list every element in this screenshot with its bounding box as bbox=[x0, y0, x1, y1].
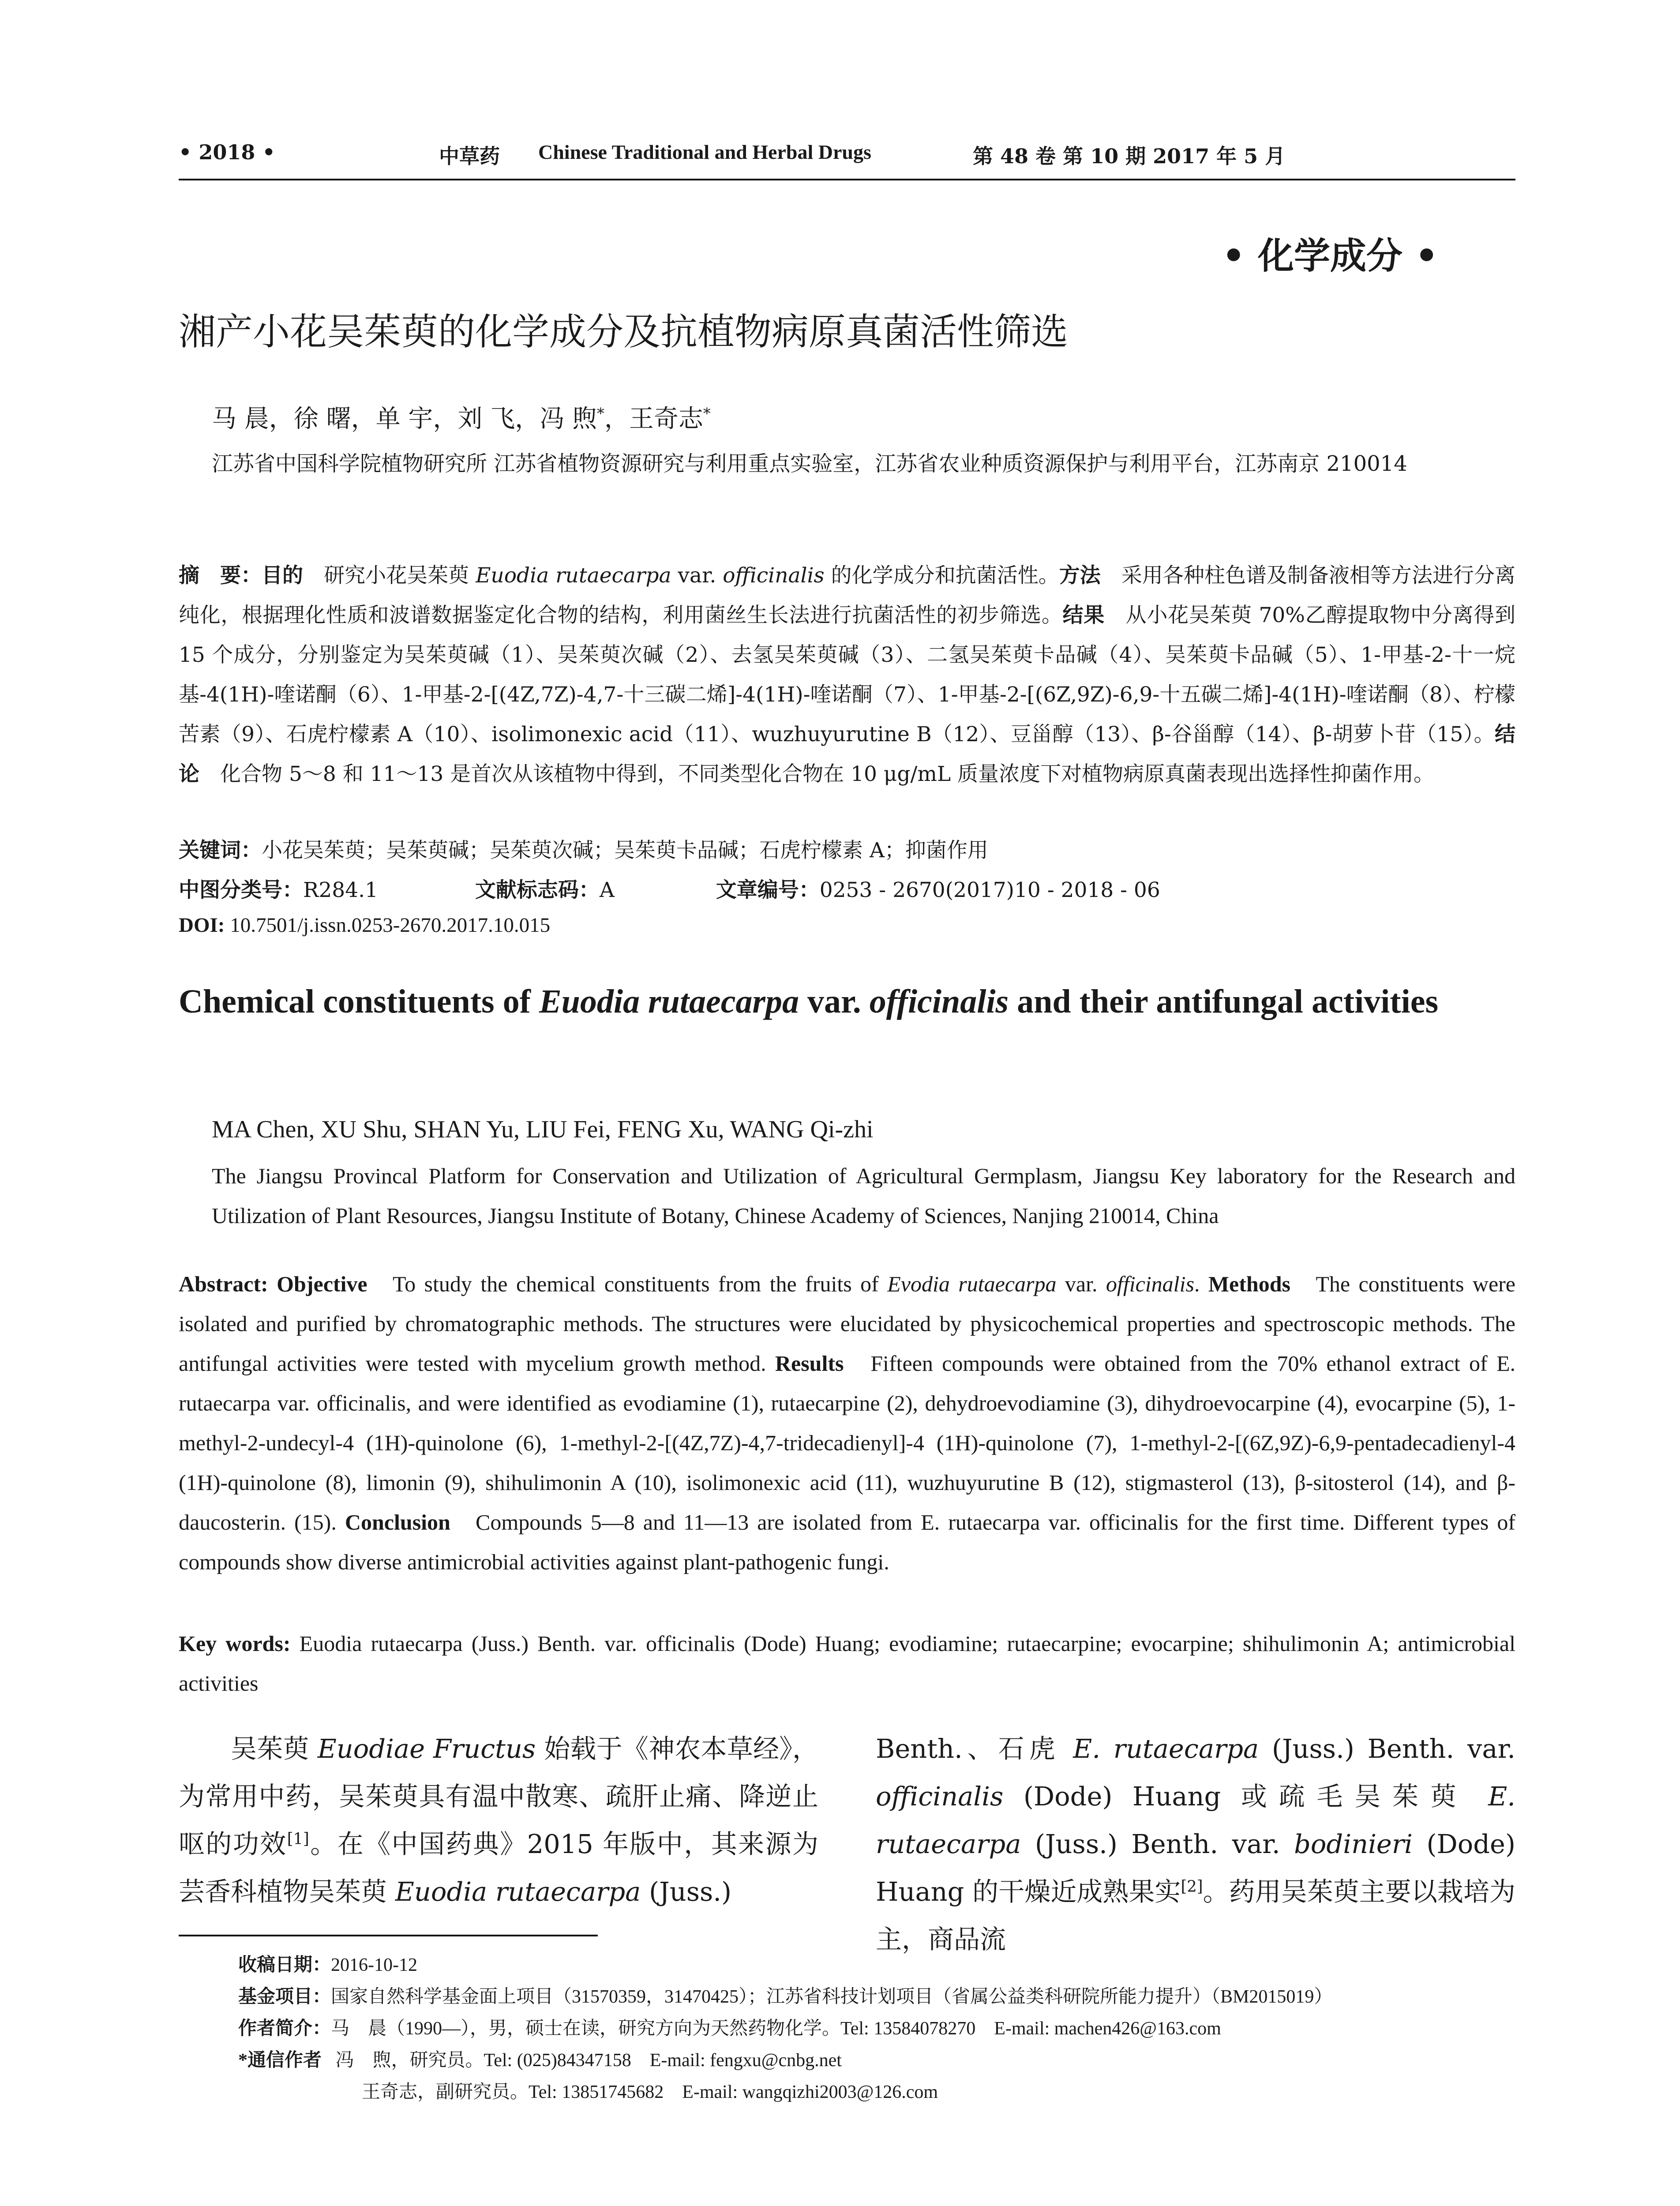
en-objective-label: Objective bbox=[277, 1272, 368, 1296]
cn-methods-label: 方法 bbox=[1059, 563, 1101, 588]
journal-name-en: Chinese Traditional and Herbal Drugs bbox=[538, 141, 871, 163]
article-no-value: 0253 - 2670(2017)10 - 2018 - 06 bbox=[819, 878, 1160, 902]
article-no-label: 文章编号： bbox=[716, 878, 820, 902]
corresponding-mark: * bbox=[597, 405, 604, 422]
doi bbox=[179, 913, 550, 937]
fund-label: 基金项目： bbox=[238, 1987, 331, 2007]
species-name: E. rutaecarpa bbox=[876, 1781, 1515, 1859]
doi-label: DOI: bbox=[179, 914, 225, 937]
cn-objective-text: 的化学成分和抗菌活性。 bbox=[824, 563, 1059, 588]
fund-value: 国家自然科学基金面上项目（31570359，31470425）；江苏省科技计划项目（省属公益类科研院所能力提升）（BM2015019） bbox=[331, 1987, 1333, 2007]
en-results-label: Results bbox=[775, 1351, 844, 1376]
body-text: (Juss.) Benth. var. bbox=[1259, 1733, 1515, 1764]
en-title-text: var. bbox=[799, 983, 870, 1020]
cn-author-names: 马 晨，徐 曙，单 宇，刘 飞，冯 煦 bbox=[212, 405, 597, 433]
species-name: Evodia rutaecarpa bbox=[887, 1272, 1057, 1296]
variety-name: officinalis bbox=[876, 1781, 1004, 1812]
cn-methods-text: 采用各种柱色谱及制备液相等方法进行分离纯化，根据理化性质和波谱数据鉴定化合物的结构，利用菌丝生长法进行抗菌活性的初步筛选。 bbox=[179, 563, 1516, 627]
variety-name: officinalis bbox=[723, 563, 825, 588]
cn-title: 湘产小花吴茱萸的化学成分及抗植物病原真菌活性筛选 bbox=[179, 310, 1069, 353]
journal-issue: 第 48 卷 第 10 期 2017 年 5 月 bbox=[973, 144, 1286, 168]
cn-objective-text: var. bbox=[671, 563, 723, 588]
latin-name: Euodiae Fructus bbox=[317, 1733, 536, 1764]
species-name: Euodia rutaecarpa bbox=[395, 1876, 641, 1907]
footnote-rule bbox=[179, 1935, 598, 1936]
received-value: 2016-10-12 bbox=[331, 1955, 417, 1975]
en-objective-text: . bbox=[1194, 1272, 1200, 1296]
journal-name-cn: 中草药 bbox=[439, 144, 500, 168]
author-value: 马 晨（1990—），男，硕士在读，研究方向为天然药物化学。Tel: 13584078270 E-mail: machen426@163.com bbox=[331, 2018, 1221, 2039]
body-text: (Juss.) bbox=[641, 1876, 732, 1907]
en-authors: MA Chen, XU Shu, SHAN Yu, LIU Fei, FENG Xu, WANG Qi-zhi bbox=[212, 1116, 874, 1143]
cn-keywords bbox=[179, 834, 988, 863]
cn-abstract-label: 摘 要： bbox=[179, 563, 262, 588]
en-keywords bbox=[179, 1624, 1515, 1703]
en-title-text: Chemical constituents of bbox=[179, 983, 539, 1020]
footnote-author bbox=[238, 2014, 1221, 2040]
cn-affiliation: 江苏省中国科学院植物研究所 江苏省植物资源研究与利用重点实验室，江苏省农业种质资源保护与利用平台，江苏南京 210014 bbox=[212, 451, 1407, 476]
footnote-fund bbox=[238, 1982, 1332, 2008]
variety-name: officinalis bbox=[1106, 1272, 1194, 1296]
footnote-corresponding-2 bbox=[362, 2077, 938, 2104]
corresponding-value-2: 王奇志，副研究员。Tel: 13851745682 E-mail: wangqizhi2003@126.com bbox=[362, 2082, 938, 2102]
body-column-left bbox=[179, 1725, 818, 1916]
en-conclusion-text: Compounds 5—8 and 11—13 are isolated from E. rutaecarpa var. officinalis for the first time. Different types of compounds show diverse antimicrobial activities against plant-pathogenic fungi. bbox=[179, 1510, 1516, 1574]
body-text: 。在《中国药典》2015 年版中，其来源为芸香科植物吴茱萸 bbox=[179, 1829, 818, 1907]
en-abstract-label: Abstract: bbox=[179, 1272, 268, 1296]
doc-code-label: 文献标志码： bbox=[475, 878, 600, 902]
cn-author-last: 王奇志 bbox=[629, 405, 703, 433]
body-column-right bbox=[876, 1725, 1515, 1963]
citation-link[interactable]: [1] bbox=[287, 1830, 309, 1848]
variety-name: bodinieri bbox=[1294, 1829, 1413, 1859]
en-affiliation: The Jiangsu Provincal Platform for Conservation and Utilization of Agricultural Germplasm, Jiangsu Key laboratory for the Research and Utilization of Plant Resources, Jiangsu Institute of Botany, Chinese Academy of Sciences, Nanjing 210014, China bbox=[212, 1163, 1515, 1228]
doc-code-value: A bbox=[599, 878, 615, 902]
cn-authors bbox=[212, 399, 711, 435]
en-objective-text: To study the chemical constituents from the fruits of bbox=[393, 1272, 888, 1296]
cn-conclusion-text: 化合物 5～8 和 11～13 是首次从该植物中得到，不同类型化合物在 10 μg/mL 质量浓度下对植物病原真菌表现出选择性抑菌作用。 bbox=[220, 762, 1435, 786]
en-abstract bbox=[179, 1264, 1515, 1582]
cn-objective-text: 研究小花吴茱萸 bbox=[324, 563, 476, 588]
en-keywords-text: Euodia rutaecarpa (Juss.) Benth. var. officinalis (Dode) Huang; evodiamine; rutaecarpine; evocarpine; shihulimonin A; antimicrobial activities bbox=[179, 1631, 1516, 1696]
citation-link[interactable]: [2] bbox=[1181, 1877, 1203, 1896]
received-label: 收稿日期： bbox=[238, 1955, 331, 1975]
body-text: (Dode) Huang 的干燥近成熟果实 bbox=[876, 1829, 1515, 1907]
clc-value: R284.1 bbox=[303, 878, 378, 902]
species-name: E. rutaecarpa bbox=[1073, 1733, 1259, 1764]
cn-objective-label: 目的 bbox=[262, 563, 304, 588]
body-text: 。药用吴茱萸主要以栽培为主，商品流 bbox=[876, 1876, 1515, 1955]
corresponding-mark: * bbox=[703, 405, 711, 422]
cn-classification bbox=[179, 874, 1160, 903]
en-methods-label: Methods bbox=[1208, 1272, 1290, 1296]
corresponding-label: *通信作者 bbox=[238, 2050, 322, 2071]
footnote-received bbox=[238, 1950, 417, 1977]
cn-abstract bbox=[179, 556, 1515, 794]
cn-results-label: 结果 bbox=[1062, 603, 1105, 627]
author-label: 作者简介： bbox=[238, 2018, 331, 2039]
cn-conclusion-label: 结论 bbox=[179, 722, 1515, 786]
footnote-corresponding bbox=[238, 2045, 842, 2072]
en-title bbox=[179, 975, 1524, 1028]
section-tag: • 化学成分 • bbox=[1222, 235, 1438, 277]
journal-header bbox=[179, 140, 1502, 176]
body-text: (Juss.) Benth. var. bbox=[1021, 1829, 1294, 1859]
corresponding-value-1: 冯 煦，研究员。Tel: (025)84347158 E-mail: fengxu@cnbg.net bbox=[335, 2050, 842, 2071]
cn-results-text: 从小花吴茱萸 70%乙醇提取物中分离得到 15 个成分，分别鉴定为吴茱萸碱（1）、吴茱萸次碱（2）、去氢吴茱萸碱（3）、二氢吴茱萸卡品碱（4）、吴茱萸卡品碱（5）、1-甲基-2-十一烷基-4(1H)-喹诺酮（6）、1-甲基-2-[(4Z,7Z)-4,7-十三碳二烯]-4(1H)-喹诺酮（7）、1-甲基-2-[(6Z,9Z)-6,9-十五碳二烯]-4(1H)-喹诺酮（8）、柠檬苦素（9）、石虎柠檬素 A（10）、isolimonexic acid（11）、wuzhuyurutine B（12）、豆甾醇（13）、β-谷甾醇（14）、β-胡萝卜苷（15）。 bbox=[179, 603, 1515, 747]
clc-label: 中图分类号： bbox=[179, 878, 303, 902]
body-text: 始载于《神农本草经》，为常用中药，吴茱萸具有温中散寒、疏肝止痛、降逆止呕的功效 bbox=[179, 1733, 818, 1859]
body-text: 吴茱萸 bbox=[231, 1733, 318, 1764]
page-number: • 2018 • bbox=[179, 140, 275, 164]
body-text: (Dode) Huang 或疏毛吴茱萸 bbox=[1003, 1781, 1489, 1812]
variety-name: officinalis bbox=[869, 983, 1009, 1020]
en-methods-text: The constituents were isolated and purified by chromatographic methods. The structures were elucidated by physicochemical properties and spectroscopic methods. The antifungal activities were tested with mycelium growth method. bbox=[179, 1272, 1515, 1376]
en-results-text: Fifteen compounds were obtained from the 70% ethanol extract of E. rutaecarpa var. officinalis, and were identified as evodiamine (1), rutaecarpine (2), dehydroevodiamine (3), dihydroevocarpine (4), evocarpine (5), 1-methyl-2-undecyl-4 (1H)-quinolone (6), 1-methyl-2-[(4Z,7Z)-4,7-tridecadienyl]-4 (1H)-quinolone (7), 1-methyl-2-[(6Z,9Z)-6,9-pentadecadienyl-4 (1H)-quinolone (8), limonin (9), shihulimonin A (10), isolimonexic acid (11), wuzhuyurutine B (12), stigmasterol (13), β-sitosterol (14), and β-daucosterin. (15). bbox=[179, 1351, 1515, 1534]
species-name: Euodia rutaecarpa bbox=[539, 983, 799, 1020]
cn-keywords-label: 关键词： bbox=[179, 838, 262, 863]
header-rule bbox=[179, 179, 1515, 180]
cn-keywords-text: 小花吴茱萸；吴茱萸碱；吴茱萸次碱；吴茱萸卡品碱；石虎柠檬素 A；抑菌作用 bbox=[262, 838, 988, 863]
cn-author-sep: ， bbox=[604, 405, 629, 433]
en-title-text: and their antifungal activities bbox=[1009, 983, 1439, 1020]
species-name: Euodia rutaecarpa bbox=[476, 563, 671, 588]
en-keywords-label: Key words: bbox=[179, 1631, 291, 1656]
body-text: Benth.、石虎 bbox=[876, 1733, 1073, 1764]
en-objective-text: var. bbox=[1056, 1272, 1106, 1296]
doi-link[interactable]: 10.7501/j.issn.0253-2670.2017.10.015 bbox=[230, 914, 551, 937]
en-conclusion-label: Conclusion bbox=[345, 1510, 450, 1534]
